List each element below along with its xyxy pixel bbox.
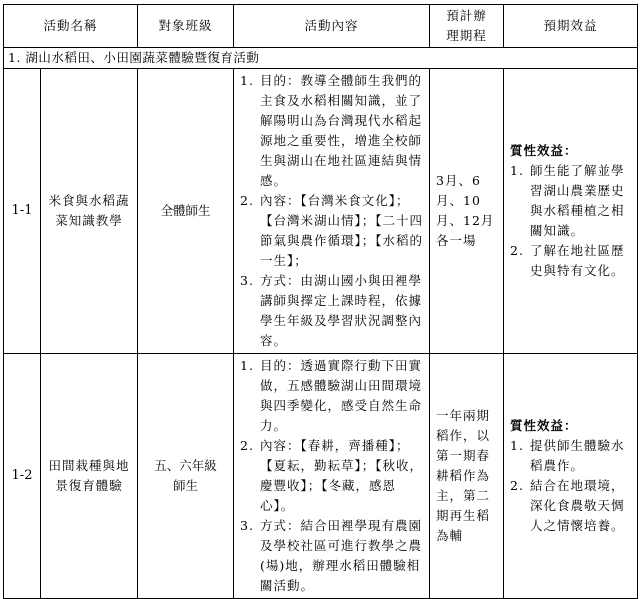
header-activity-name: 活動名稱 bbox=[4, 5, 138, 48]
section-title: 1. 湖山水稻田、小田園蔬菜體驗暨復育活動 bbox=[4, 48, 638, 69]
content-item: 3. 方式：結合田裡學現有農園及學校社區可進行教學之農(場)地，辦理水稻田體驗相關活動。 bbox=[240, 518, 423, 593]
content-item: 3. 方式：由湖山國小與田裡學講師與擇定上課時程，依據學生年級及學習狀況調整內容。 bbox=[240, 273, 423, 348]
header-activity-content: 活動內容 bbox=[234, 5, 430, 48]
content-item: 1. 目的：教導全體師生我們的主食及水稻相關知識，並了解陽明山為台灣現代水稻起源地之重要性，增進全校師生與湖山在地社區連結與情感。 bbox=[240, 73, 423, 188]
row-target: 全體師生 bbox=[138, 69, 234, 354]
row-benefit bbox=[504, 354, 638, 599]
content-item: 2. 內容：【台灣米食文化】；【台灣米湖山情】；【二十四節氣與農作循環】；【水稻的一生】； bbox=[240, 193, 424, 268]
table-row bbox=[4, 69, 638, 354]
activity-table bbox=[3, 4, 638, 599]
row-activity-name: 田間栽種與地景復育體驗 bbox=[41, 354, 138, 599]
row-activity-name: 米食與水稻蔬菜知識教學 bbox=[41, 69, 138, 354]
row-benefit bbox=[504, 69, 638, 354]
section-row bbox=[4, 48, 638, 69]
table-row bbox=[4, 354, 638, 599]
row-content bbox=[234, 69, 430, 354]
benefit-item: 2. 了解在地社區歷史與特有文化。 bbox=[510, 243, 625, 278]
row-content bbox=[234, 354, 430, 599]
header-benefit: 預期效益 bbox=[504, 5, 638, 48]
row-code: 1-2 bbox=[4, 354, 41, 599]
benefit-head: 質性效益： bbox=[510, 418, 578, 433]
row-code: 1-1 bbox=[4, 69, 41, 354]
content-item: 1. 目的：透過實際行動下田實做，五感體驗湖山田間環境與四季變化，感受自然生命力。 bbox=[240, 358, 423, 433]
row-period: 一年兩期稻作，以第一期春耕稻作為主，第二期再生稻為輔 bbox=[430, 354, 504, 599]
row-target: 五、六年級師生 bbox=[138, 354, 234, 599]
benefit-item: 1. 師生能了解並學習湖山農業歷史與水稻種植之相關知識。 bbox=[510, 163, 625, 238]
row-period: 3月、6月、10月、12月各一場 bbox=[430, 69, 504, 354]
content-item: 2. 內容：【春耕，齊播種】；【夏耘，勤耘草】；【秋收，慶豐收】；【冬藏，感恩心】。 bbox=[240, 438, 424, 513]
header-target-class: 對象班級 bbox=[138, 5, 234, 48]
benefit-item: 1. 提供師生體驗水稻農作。 bbox=[510, 438, 625, 473]
benefit-head: 質性效益： bbox=[510, 143, 578, 158]
header-row bbox=[4, 5, 638, 48]
benefit-item: 2. 結合在地環境，深化食農敬天惆人之情懷培養。 bbox=[510, 478, 625, 533]
header-period: 預計辦理期程 bbox=[430, 5, 504, 48]
